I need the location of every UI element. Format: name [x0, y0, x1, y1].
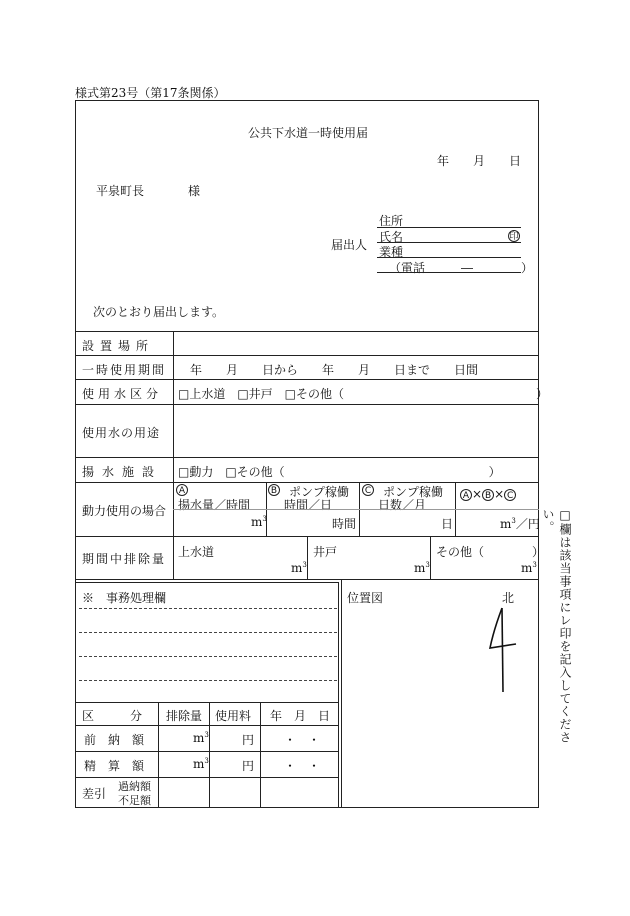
label-pump: 揚水施設 — [82, 465, 163, 479]
unit-a: $m^3$ — [251, 515, 267, 529]
unit-c: 日 — [441, 517, 454, 531]
mark-b: B — [268, 484, 280, 496]
discharge-well-unit: $m^3$ — [414, 561, 430, 575]
power-a-label: 揚水量／時間 — [178, 498, 251, 512]
mark-c: C — [362, 484, 374, 496]
applicant-phone: （電話 ― ） — [389, 261, 534, 275]
unit-total: $m^3/$円 — [500, 517, 540, 531]
location-map-label: 位置図 — [347, 591, 384, 605]
col-kubun: 区 分 — [82, 709, 143, 723]
power-b-line1: ポンプ稼働 — [289, 485, 350, 499]
addressee-sama: 様 — [188, 184, 201, 198]
discharge-other-unit: $m^3$ — [521, 561, 537, 575]
seal-mark: 印 — [509, 232, 519, 242]
row-prepaid: 前 納 額 — [84, 733, 145, 747]
formula-b: B — [482, 489, 494, 501]
label-discharge: 期間中排除量 — [82, 552, 167, 566]
discharge-water-unit: $m^3$ — [291, 561, 307, 575]
col-date: 年 月 日 — [270, 709, 331, 723]
mark-a: A — [176, 484, 188, 496]
form-title: 公共下水道一時使用届 — [248, 126, 369, 140]
form-number: 様式第23号（第17条関係） — [75, 86, 226, 100]
unit-b: 時間 — [332, 517, 357, 531]
power-c-line1: ポンプ稼働 — [383, 485, 444, 499]
office-box — [75, 582, 339, 808]
applicant-address: 住所 — [379, 214, 404, 228]
discharge-water: 上水道 — [178, 545, 215, 559]
power-c-line2: 日数／月 — [378, 498, 427, 512]
settle-unit-yen: 円 — [242, 759, 255, 773]
prepaid-unit-yen: 円 — [242, 733, 255, 747]
side-note: □欄は該当事項にレ印を記入してください。 — [541, 508, 572, 744]
label-period: 一時使用期間 — [82, 363, 167, 377]
applicant-name: 氏名 — [379, 230, 404, 244]
formula-c: C — [504, 489, 516, 501]
row-diff: 差引 — [82, 787, 107, 801]
settle-date: ・ ・ — [284, 759, 321, 773]
row-short: 不足額 — [118, 794, 151, 807]
north-label: 北 — [502, 591, 515, 605]
applicant-label: 届出人 — [331, 238, 368, 252]
north-arrow-icon — [486, 604, 522, 696]
formula-a: A — [460, 489, 472, 501]
notice-text: 次のとおり届出します。 — [93, 305, 225, 319]
applicant-business: 業種 — [379, 245, 404, 259]
label-location: 設置場所 — [82, 339, 155, 353]
prepaid-unit-m3: $m^3$ — [193, 731, 209, 745]
col-volume: 排除量 — [166, 709, 203, 723]
col-fee: 使用料 — [215, 709, 252, 723]
row-settle: 精 算 額 — [84, 759, 145, 773]
value-water-class: □上水道 □井戸 □その他（ ） — [178, 387, 549, 401]
value-pump: □動力 □その他（ ） — [178, 465, 501, 479]
addressee: 平泉町長 — [96, 184, 145, 198]
discharge-other: その他（ ） — [436, 545, 545, 559]
power-b-line2: 時間／日 — [284, 498, 333, 512]
label-power: 動力使用の場合 — [82, 504, 167, 518]
date-line: 年 月 日 — [437, 154, 522, 168]
discharge-well: 井戸 — [313, 545, 338, 559]
row-over: 過納額 — [118, 780, 151, 793]
label-purpose: 使用水の用途 — [82, 426, 161, 440]
power-formula: A × B × C — [460, 487, 516, 501]
prepaid-date: ・ ・ — [284, 733, 321, 747]
settle-unit-m3: $m^3$ — [193, 757, 209, 771]
value-period: 年 月 日から 年 月 日まで 日間 — [190, 363, 479, 377]
label-water-class: 使用水区分 — [82, 387, 163, 401]
office-header: ※ 事務処理欄 — [82, 591, 167, 605]
